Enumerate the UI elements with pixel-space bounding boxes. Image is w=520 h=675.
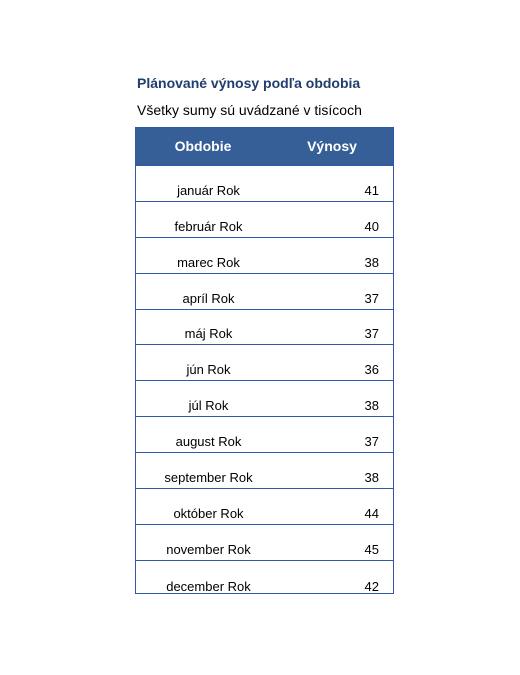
period-cell: november Rok: [166, 541, 251, 557]
period-cell: október Rok: [173, 505, 244, 521]
table-row: [136, 525, 393, 561]
revenue-cell: 42: [364, 578, 379, 594]
revenue-cell: 38: [364, 470, 379, 486]
column-header-revenue: Výnosy: [307, 138, 357, 154]
table-row: [136, 238, 393, 274]
revenue-cell: 36: [364, 362, 379, 378]
period-cell: marec Rok: [177, 254, 240, 270]
revenue-cell: 45: [364, 541, 379, 557]
page-subtitle: Všetky sumy sú uvádzané v tisícoch: [137, 102, 362, 118]
period-cell: apríl Rok: [182, 290, 235, 306]
table-row: [136, 310, 393, 346]
table-row: [136, 345, 393, 381]
period-cell: jún Rok: [186, 362, 231, 378]
table-header: [136, 128, 393, 166]
table-row: [136, 274, 393, 310]
table-row: [136, 453, 393, 489]
revenue-cell: 37: [364, 290, 379, 306]
table-row: [136, 202, 393, 238]
revenue-cell: 37: [364, 434, 379, 450]
period-cell: august Rok: [175, 434, 242, 450]
revenue-cell: 40: [364, 218, 379, 234]
revenue-cell: 38: [364, 254, 379, 270]
table-body: [136, 166, 393, 597]
revenue-cell: 37: [364, 326, 379, 342]
period-cell: máj Rok: [184, 326, 233, 342]
table-row: [136, 489, 393, 525]
table-row: [136, 417, 393, 453]
revenue-cell: 38: [364, 398, 379, 414]
period-cell: február Rok: [174, 218, 243, 234]
table-row: [136, 166, 393, 202]
period-cell: január Rok: [177, 182, 240, 198]
column-header-period: Obdobie: [174, 138, 232, 154]
period-cell: december Rok: [166, 578, 251, 594]
period-cell: júl Rok: [188, 398, 229, 414]
revenue-table: [135, 127, 394, 594]
table-row: [136, 381, 393, 417]
table-row: [136, 561, 393, 597]
page-title: Plánované výnosy podľa obdobia: [137, 75, 361, 91]
revenue-cell: 44: [364, 505, 379, 521]
revenue-cell: 41: [364, 182, 379, 198]
period-cell: september Rok: [164, 470, 253, 486]
